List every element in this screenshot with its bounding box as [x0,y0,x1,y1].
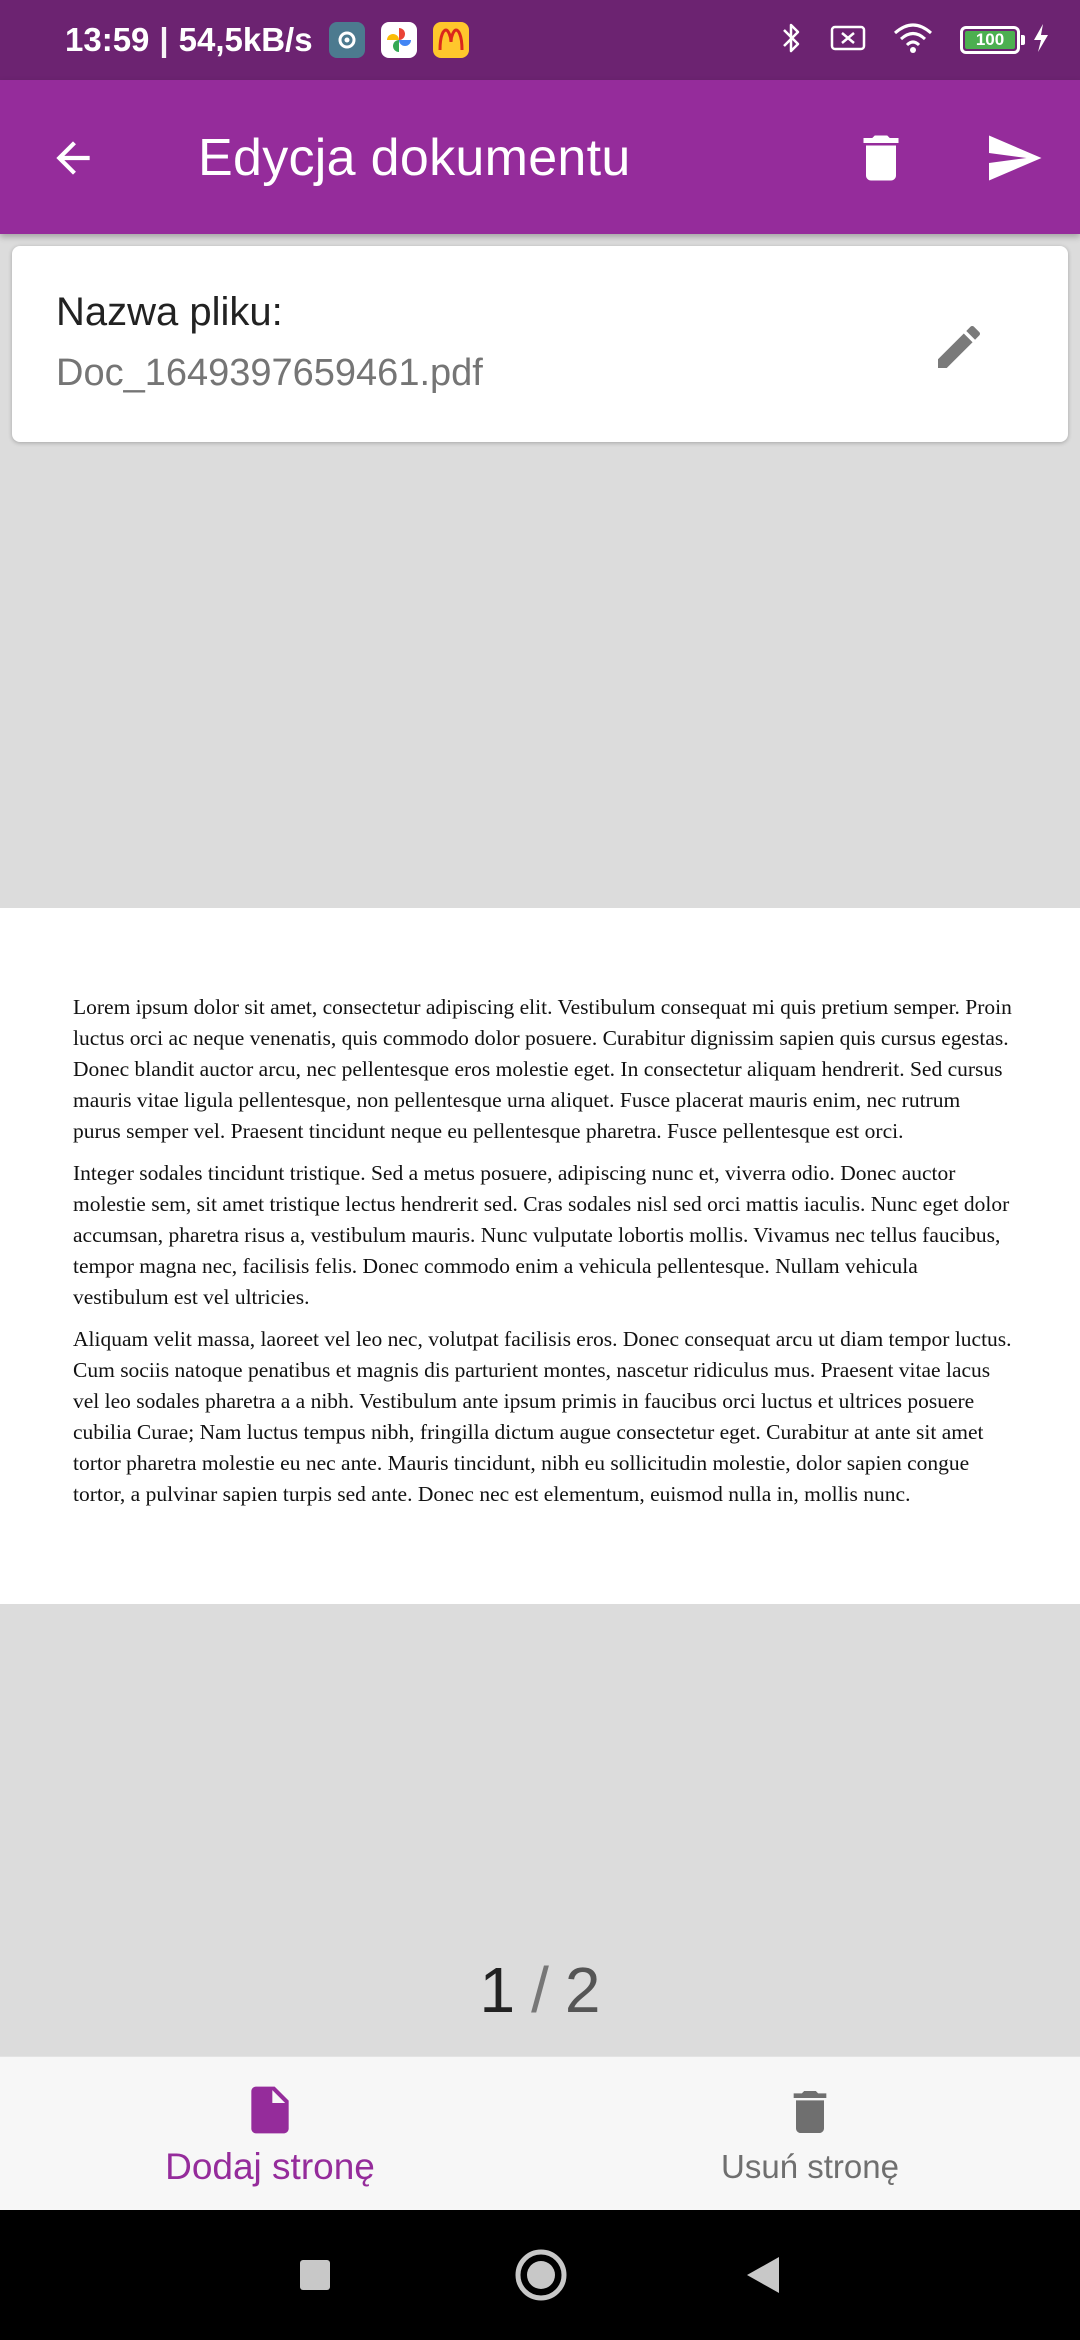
pencil-icon [931,319,987,375]
send-button[interactable] [978,125,1050,191]
square-icon [298,2258,332,2292]
file-name-value: Doc_1649397659461.pdf [56,352,483,394]
home-button[interactable] [514,2248,568,2302]
bottom-navigation [0,2056,1080,2211]
status-separator: | [159,21,169,58]
charging-icon [1032,23,1050,58]
add-page-label: Dodaj stronę [165,2146,375,2187]
network-speed: 54,5kB/s [178,21,313,58]
document-text [73,992,1013,1521]
no-sim-icon [830,23,866,58]
arrow-back-icon [48,133,98,183]
mcdonalds-notification-icon [433,22,469,58]
photos-notification-icon [381,22,417,58]
battery-indicator [960,26,1020,54]
total-pages: 2 [564,1954,601,2026]
status-left [65,0,469,80]
document-page [0,908,1080,1604]
status-right [780,0,1050,80]
remove-page-label: Usuń stronę [721,2148,899,2185]
file-name-label: Nazwa pliku: [56,290,283,334]
recents-button[interactable] [290,2250,340,2300]
battery-level: 100 [965,31,1015,49]
edit-file-name-button[interactable] [924,312,994,382]
remove-page-button[interactable] [540,2057,1080,2211]
circle-icon [514,2248,568,2302]
wifi-icon [892,21,934,60]
document-icon [242,2080,298,2140]
trash-icon [851,128,911,188]
status-time: 13:59 [65,21,150,58]
triangle-back-icon [745,2255,781,2295]
back-nav-button[interactable] [738,2250,788,2300]
status-bar [0,0,1080,80]
trash-icon [782,2082,838,2142]
add-page-button[interactable] [0,2057,540,2211]
document-paragraph: Lorem ipsum dolor sit amet, consectetur adipiscing elit. Vestibulum consequat mi quis pretium semper. Proin luctus orci ac neque venenatis, quis commodo dolor posuere. Curabitur dignissim sapien quis cursus egestas. Donec blandit auctor arcu, nec pellentesque eros molestie eget. In consectetur aliquam hendrerit. Sed cursus mauris vitae ligula pellentesque, non pellentesque urna aliquet. Fusce placerat mauris enim, nec rutrum purus semper vel. Praesent tincidunt neque eu pellentesque pharetra. Fusce pellentesque est orci. [73,995,1012,1143]
delete-document-button[interactable] [848,125,914,191]
system-navigation-bar [0,2210,1080,2340]
page-title: Edycja dokumentu [198,129,631,187]
back-button[interactable] [40,125,106,191]
app-bar [0,80,1080,234]
send-icon [982,128,1046,188]
page-separator: / [531,1954,549,2026]
bluetooth-icon [780,20,804,61]
document-paragraph: Aliquam velit massa, laoreet vel leo nec, volutpat facilisis eros. Donec consequat arcu ut diam tempor luctus. Cum sociis natoque penatibus et magnis dis parturient montes, nascetur ridiculus mus. Praesent vitae lacus vel leo sodales pharetra a a nibh. Vestibulum ante ipsum primis in faucibus orci luctus et ultrices posuere cubilia Curae; Nam luctus tempus nibh, fringilla dictum augue consectetur eget. Curabitur at ante sit amet tortor pharetra molestie eu nec ante. Mauris tincidunt, nibh eu sollicitudin molestie, dolor sapien congue tortor, a pulvinar sapien turpis sed ante. Donec nec est elementum, euismod nulla in, mollis nunc. [73,1327,1012,1506]
settings-notification-icon [329,22,365,58]
file-name-card [12,246,1068,442]
document-paragraph: Integer sodales tincidunt tristique. Sed a metus posuere, adipiscing nunc et, viverra odio. Donec auctor molestie sem, sit amet tristique lectus hendrerit sed. Cras sodales nisl sed orci mattis iaculis. Nunc eget dolor accumsan, pharetra risus a, vestibulum mauris. Nunc vulputate lobortis mollis. Vivamus nec tellus faucibus, tempor magna nec, facilisis felis. Donec commodo enim a vehicula pellentesque. Nullam vehicula vestibulum est vel ultricies. [73,1161,1010,1309]
current-page: 1 [479,1954,516,2026]
page-indicator [0,1950,1080,2030]
